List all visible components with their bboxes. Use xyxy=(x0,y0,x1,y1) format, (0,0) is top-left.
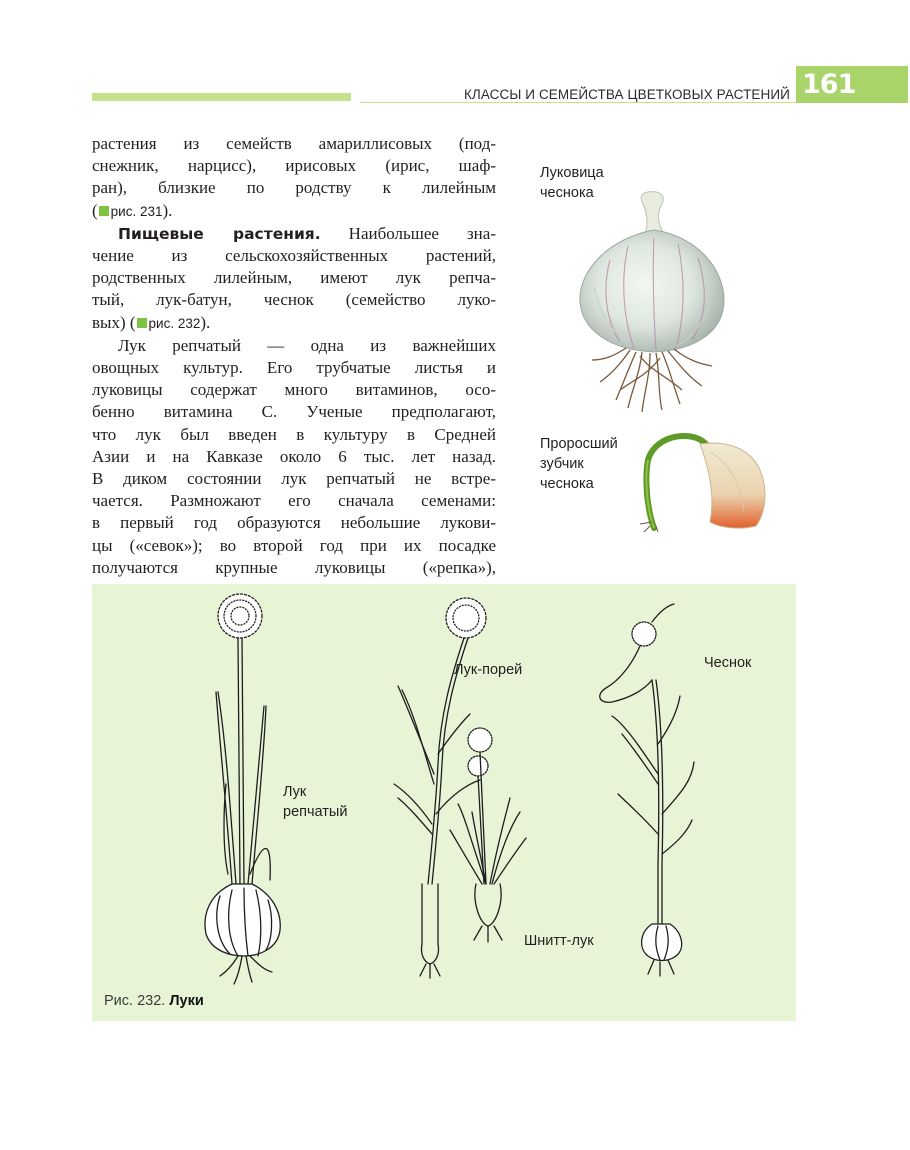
figure-ref-marker xyxy=(99,206,109,216)
figure-panel-232 xyxy=(92,584,796,1021)
caption-line: зубчик xyxy=(540,456,584,472)
text-line: ран), близкие по родству к лилейным xyxy=(92,178,496,198)
main-text-column xyxy=(92,133,496,579)
garlic-plant-drawing xyxy=(600,604,694,976)
page-number: 161 xyxy=(796,66,908,103)
figure-caption-prefix: Рис. 232. xyxy=(104,993,166,1009)
paragraph-2 xyxy=(92,223,496,335)
onion-drawing xyxy=(205,594,280,984)
figure-ref-232[interactable]: рис. 232 xyxy=(148,315,201,331)
text-line: чается. Размножают его сначала семенами: xyxy=(92,491,496,511)
text-line: луковицы содержат много витаминов, осо- xyxy=(92,380,496,400)
section-heading: Пищевые растения. xyxy=(118,224,321,243)
caption-line: Проросший xyxy=(540,436,618,452)
caption-line: чеснока xyxy=(540,185,594,201)
text-line: овощных культур. Его трубчатые листья и xyxy=(92,358,496,378)
text-line xyxy=(92,312,496,335)
label-garlic: Чеснок xyxy=(704,655,752,671)
figure-ref-marker xyxy=(137,318,147,328)
garlic-bulb-illustration xyxy=(570,190,740,415)
caption-line: чеснока xyxy=(540,476,594,492)
text-line: родственных лилейным, имеют лук репча- xyxy=(92,268,496,288)
sprouted-clove-illustration xyxy=(636,432,770,532)
chives-drawing xyxy=(450,728,526,942)
text-line: цы («севок»); во второй год при их посадке xyxy=(92,535,496,555)
text-line: снежник, нарцисс), ирисовых (ирис, шаф- xyxy=(92,156,496,176)
text-line: Лук репчатый — одна из важнейших xyxy=(118,335,496,355)
ref-paren: ). xyxy=(200,312,211,332)
figure-caption-title: Луки xyxy=(169,993,204,1009)
label-chives: Шнитт-лук xyxy=(524,933,594,949)
header-accent-bar xyxy=(92,93,351,101)
text-fragment: Наибольшее зна- xyxy=(348,223,496,243)
text-line xyxy=(92,223,496,245)
figure-ref-231[interactable]: рис. 231 xyxy=(110,203,163,219)
text-line xyxy=(92,200,496,223)
section-title: КЛАССЫ И СЕМЕЙСТВА ЦВЕТКОВЫХ РАСТЕНИЙ xyxy=(463,87,790,102)
label-line: репчатый xyxy=(283,804,348,820)
text-line: тый, лук-батун, чеснок (семейство луко- xyxy=(92,290,496,310)
text-line: в первый год образуются небольшие лукови- xyxy=(92,513,496,533)
text-line: чение из сельскохозяйственных растений, xyxy=(92,246,496,266)
paragraph-1 xyxy=(92,133,496,223)
leek-drawing xyxy=(394,598,486,978)
sprouted-clove-caption xyxy=(540,434,618,494)
figure-caption xyxy=(104,993,204,1009)
text-line: растения из семейств амариллисовых (под- xyxy=(92,134,496,153)
text-line: Азии и на Кавказе около 6 тыс. лет назад. xyxy=(92,446,496,466)
caption-line: Луковица xyxy=(540,165,604,181)
label-leek: Лук-порей xyxy=(454,662,523,678)
text-line: бенно витамина С. Ученые предполагают, xyxy=(92,402,496,422)
text-line: что лук был введен в культуру в Средней xyxy=(92,424,496,444)
text-line: получаются крупные луковицы («репка»), xyxy=(92,557,496,577)
onions-illustration xyxy=(92,584,796,1021)
text-line: В диком состоянии лук репчатый не встре- xyxy=(92,469,496,489)
header-rule xyxy=(360,102,796,103)
label-line: Лук xyxy=(283,784,307,800)
ref-paren: ). xyxy=(162,200,173,220)
paragraph-3 xyxy=(92,335,496,579)
ref-paren: ( xyxy=(92,200,98,220)
text-fragment: вых) ( xyxy=(92,312,136,332)
label-onion xyxy=(283,782,347,822)
